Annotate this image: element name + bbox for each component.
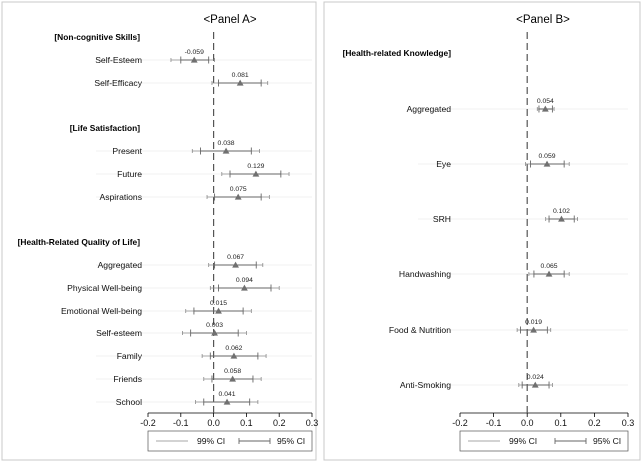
estimate-value-label-future: 0.129 — [247, 163, 265, 170]
panel-a-x-tick-label: 0.2 — [272, 418, 286, 428]
estimate-value-label-friends: 0.058 — [224, 368, 242, 375]
panel-b-legend — [460, 431, 628, 451]
panel-a-section-label: [Health-Related Quality of Life] — [17, 237, 140, 247]
panel-b-frame — [324, 2, 640, 460]
panel-a-row-label-emotional-well-being: Emotional Well-being — [60, 306, 142, 316]
panel-a-x-tick-label: -0.1 — [173, 418, 189, 428]
panel-b-section-label: [Health-related Knowledge] — [342, 48, 451, 58]
estimate-value-label-physical-well-being: 0.094 — [235, 277, 253, 284]
estimate-value-label-self-esteem: 0.003 — [206, 322, 224, 329]
panel-a-row-label-self-esteem: Self-esteem — [96, 328, 142, 338]
estimate-value-label-school: 0.041 — [218, 391, 236, 398]
panel-b-x-tick-label: -0.1 — [485, 418, 502, 428]
panel-b-row-label-srh: SRH — [432, 214, 451, 224]
panel-a-legend-ci99-label: 99% CI — [197, 436, 226, 446]
panel-a-frame — [2, 2, 316, 460]
panel-a-row-label-future: Future — [117, 169, 142, 179]
estimate-value-label-aggregated: 0.067 — [227, 254, 245, 261]
estimate-value-label-self-esteem: -0.059 — [184, 49, 204, 56]
estimate-value-label-anti-smoking: 0.024 — [526, 374, 544, 381]
panel-a-row-label-family: Family — [116, 351, 142, 361]
panel-a-row-label-aggregated: Aggregated — [97, 260, 142, 270]
panel-a-row-label-friends: Friends — [113, 374, 142, 384]
panel-a-title: <Panel A> — [203, 14, 257, 26]
panel-a-x-tick-label: -0.2 — [140, 418, 156, 428]
panel-a-section-label: [Life Satisfaction] — [69, 123, 140, 133]
panel-b-x-tick-label: -0.2 — [452, 418, 468, 428]
estimate-value-label-srh: 0.102 — [552, 208, 570, 215]
estimate-value-label-aspirations: 0.075 — [229, 186, 247, 193]
panel-b-row-label-food-nutrition: Food & Nutrition — [388, 325, 451, 335]
panel-b-row-label-handwashing: Handwashing — [398, 269, 451, 279]
panel-a-section-label: [Non-cognitive Skills] — [54, 32, 140, 42]
estimate-value-label-family: 0.062 — [225, 345, 243, 352]
panel-a-row-label-aspirations: Aspirations — [99, 192, 142, 202]
estimate-value-label-aggregated: 0.054 — [536, 98, 554, 105]
panel-a-row-label-self-esteem: Self-Esteem — [95, 55, 142, 65]
panel-a-row-label-school: School — [115, 397, 142, 407]
panel-b-row-label-aggregated: Aggregated — [406, 104, 451, 114]
panel-a-x-tick-label: 0.0 — [207, 418, 220, 428]
estimate-value-label-handwashing: 0.065 — [540, 263, 558, 270]
panel-b-x-tick-label: 0.1 — [554, 418, 568, 428]
panel-a-x-tick-label: 0.1 — [240, 418, 253, 428]
panel-b-title: <Panel B> — [516, 14, 570, 26]
panel-b-x-tick-label: 0.2 — [588, 418, 601, 428]
panel-b-x-tick-label: 0.0 — [520, 418, 534, 428]
estimate-value-label-self-efficacy: 0.081 — [231, 72, 249, 79]
panel-b-row-label-eye: Eye — [436, 159, 451, 169]
panel-a-row-label-present: Present — [112, 146, 142, 156]
estimate-value-label-food-nutrition: 0.019 — [525, 319, 543, 326]
panel-a-row-label-physical-well-being: Physical Well-being — [67, 283, 142, 293]
panel-b-row-label-anti-smoking: Anti-Smoking — [399, 380, 451, 390]
panel-b-x-tick-label: 0.3 — [621, 418, 635, 428]
panel-a-legend-ci95-label: 95% CI — [277, 436, 306, 446]
panel-a-row-label-self-efficacy: Self-Efficacy — [94, 78, 142, 88]
estimate-value-label-eye: 0.059 — [538, 153, 556, 160]
panel-b-legend-ci95-label: 95% CI — [593, 436, 622, 446]
estimate-value-label-present: 0.038 — [217, 140, 235, 147]
estimate-value-label-emotional-well-being: 0.015 — [210, 300, 228, 307]
panel-b-legend-ci99-label: 99% CI — [509, 436, 538, 446]
panel-a-x-tick-label: 0.3 — [305, 418, 319, 428]
panel-a-legend — [148, 431, 312, 451]
